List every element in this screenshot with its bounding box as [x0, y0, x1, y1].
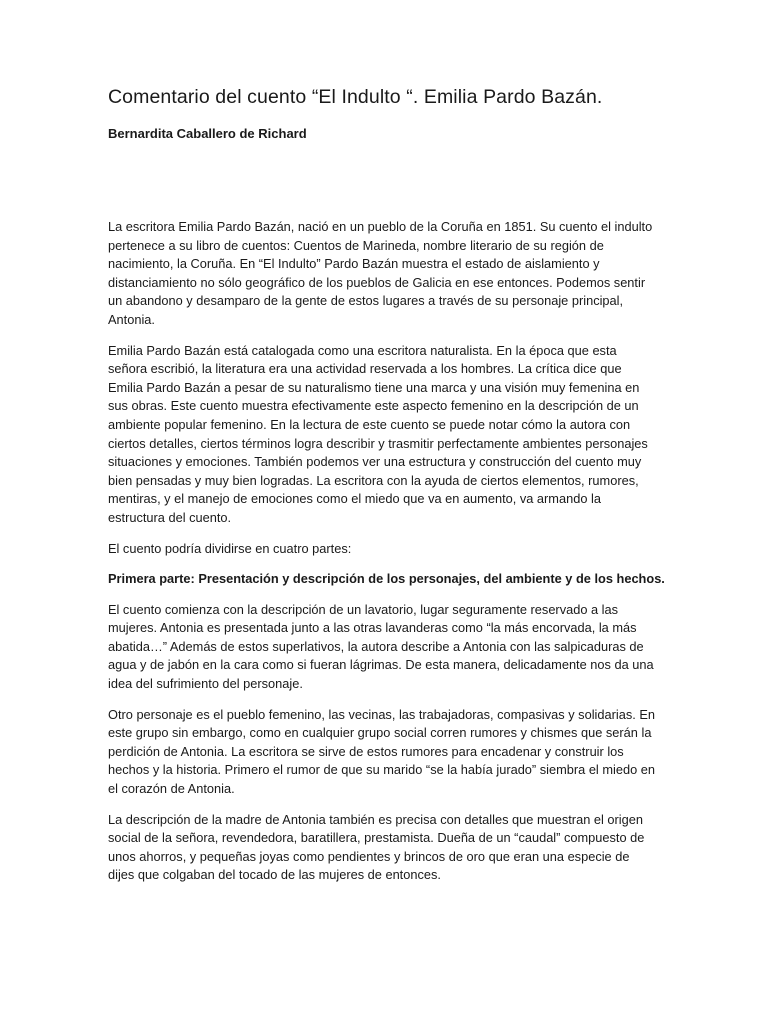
paragraph-division: El cuento podría dividirse en cuatro partes:: [108, 540, 352, 556]
document-body: [108, 218, 665, 897]
paragraph-naturalism: Emilia Pardo Bazán está catalogada como una escritora naturalista. En la época que esta señora escribió, la literatura era una actividad reservada a los hombres. La crítica dice que Emilia Pardo Bazán a pesar de su naturalismo tiene una marca y una visión muy femenina en sus obras. Este cuento muestra efectivamente este aspecto femenino en la descripción de un ambiente popular femenino. En la lectura de este cuento se puede notar cómo la autora con ciertos detalles, ciertos términos logra describir y trasmitir perfectamente ambientes personajes situaciones y emociones. También podemos ver una estructura y construcción del cuento muy bien pensadas y muy bien logradas. La escritora con la ayuda de ciertos elementos, rumores, mentiras, y el manejo de emociones como el miedo que va en aumento, va armando la estructura del cuento.: [108, 342, 648, 525]
section-heading-part-one: Primera parte: Presentación y descripción de los personajes, del ambiente y de los hechos.: [108, 571, 665, 587]
paragraph-madre: La descripción de la madre de Antonia también es precisa con detalles que muestran el origen social de la señora, revendedora, baratillera, prestamista. Dueña de un “caudal” compuesto de unos ahorros, y pequeñas joyas como pendientes y brincos de oro que eran una especie de dijes que colgaban del tocado de las mujeres de entonces.: [108, 811, 645, 883]
document-title: Comentario del cuento “El Indulto “. Emilia Pardo Bazán.: [108, 86, 603, 108]
paragraph-lavatorio: El cuento comienza con la descripción de un lavatorio, lugar seguramente reservado a las mujeres. Antonia es presentada junto a las otras lavanderas como “la más encorvada, la más abatida…” Además de estos superlativos, la autora describe a Antonia con las salpicaduras de agua y de jabón en la cara como si fueran lágrimas. De esta manera, delicadamente nos da una idea del sufrimiento del personaje.: [108, 601, 654, 692]
paragraph-pueblo-femenino: Otro personaje es el pueblo femenino, las vecinas, las trabajadoras, compasivas y solidarias. En este grupo sin embargo, como en cualquier grupo social corren rumores y chismes que serán la perdición de Antonia. La escritora se sirve de estos rumores para encadenar y construir los hechos y la historia. Primero el rumor de que su marido “se la había jurado” siembra el miedo en el corazón de Antonia.: [108, 706, 655, 797]
author-name: Bernardita Caballero de Richard: [108, 126, 307, 141]
paragraph-intro: La escritora Emilia Pardo Bazán, nació en un pueblo de la Coruña en 1851. Su cuento el indulto pertenece a su libro de cuentos: Cuentos de Marineda, nombre literario de su región de nacimiento, la Coruña. En “El Indulto” Pardo Bazán muestra el estado de aislamiento y distanciamiento no sólo geográfico de los pueblos de Galicia en ese entonces. Podemos sentir un abandono y desamparo de la gente de estos lugares a través de su personaje principal, Antonia.: [108, 219, 653, 327]
